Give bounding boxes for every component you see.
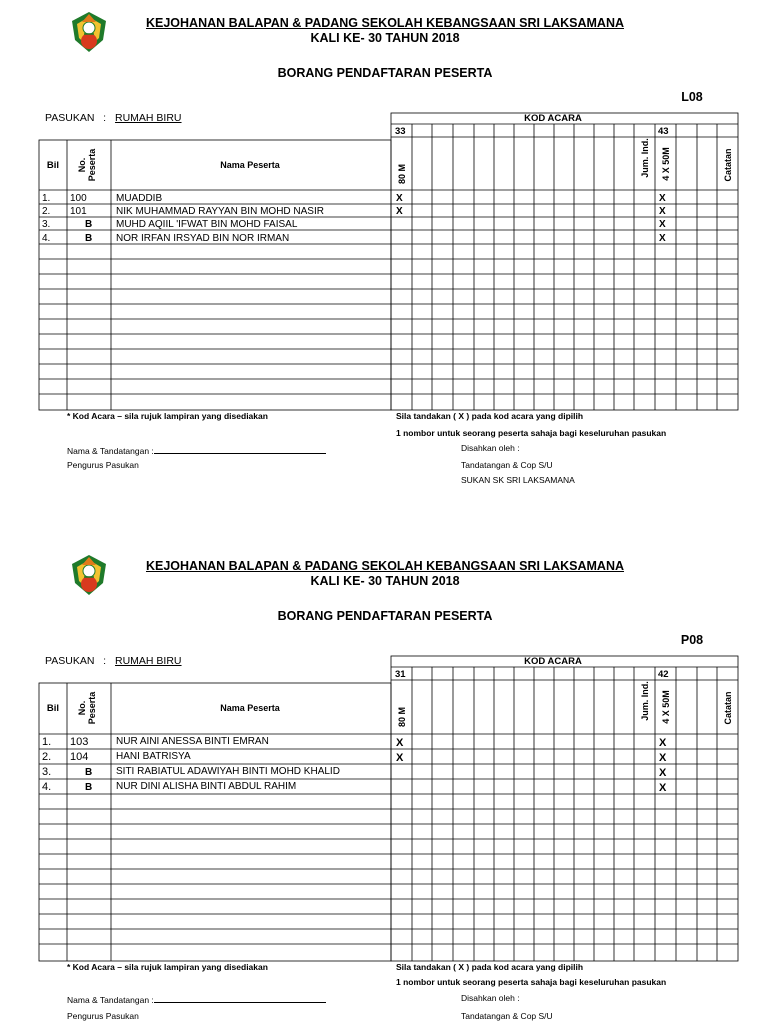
col-catatan: Catatan bbox=[723, 691, 733, 725]
form-title: BORANG PENDAFTARAN PESERTA bbox=[277, 609, 493, 623]
row-4-relay: X bbox=[659, 782, 667, 794]
col-no-peserta bbox=[77, 691, 97, 725]
row-3-no: B bbox=[85, 219, 93, 230]
signature-line[interactable] bbox=[154, 445, 326, 454]
row-2-name: HANI BATRISYA bbox=[116, 751, 191, 762]
row-1-bil: 1. bbox=[42, 193, 51, 204]
row-3-name: SITI RABIATUL ADAWIYAH BINTI MOHD KHALID bbox=[116, 766, 340, 777]
col-no-peserta-line1: No. bbox=[77, 700, 87, 716]
row-2-80m: X bbox=[396, 752, 404, 764]
stamp-label: Tandatangan & Cop S/U bbox=[461, 1011, 553, 1021]
row-4-bil: 4. bbox=[42, 781, 52, 793]
col-jum-ind: Jum. Ind. bbox=[640, 138, 650, 178]
row-3-relay: X bbox=[659, 767, 667, 779]
col-no-peserta-line2: Peserta bbox=[87, 691, 97, 725]
form-code: L08 bbox=[681, 90, 703, 104]
row-1-no: 100 bbox=[70, 193, 87, 204]
kod-acara-note: * Kod Acara – sila rujuk lampiran yang disediakan bbox=[67, 962, 268, 972]
event-last-code: 43 bbox=[658, 126, 669, 137]
team-separator: : bbox=[103, 655, 107, 667]
registration-table bbox=[0, 543, 768, 1024]
kod-acara-note: * Kod Acara – sila rujuk lampiran yang disediakan bbox=[67, 411, 268, 421]
col-relay: 4 X 50M bbox=[661, 147, 671, 181]
col-relay: 4 X 50M bbox=[661, 690, 671, 724]
row-3-no: B bbox=[85, 767, 93, 778]
registration-form-1 bbox=[0, 0, 768, 500]
row-1-80m: X bbox=[396, 737, 404, 749]
team-value: RUMAH BIRU bbox=[115, 655, 182, 667]
row-3-bil: 3. bbox=[42, 219, 51, 230]
row-2-bil: 2. bbox=[42, 206, 51, 217]
event-edition: KALI KE- 30 TAHUN 2018 bbox=[310, 31, 460, 45]
row-4-no: B bbox=[85, 782, 93, 793]
row-2-name: NIK MUHAMMAD RAYYAN BIN MOHD NASIR bbox=[116, 206, 324, 217]
row-1-relay: X bbox=[659, 193, 666, 204]
org-label: SUKAN SK SRI LAKSAMANA bbox=[461, 475, 575, 485]
signature-label: Nama & Tandatangan : bbox=[67, 995, 154, 1005]
registration-table bbox=[0, 0, 768, 500]
col-jum-ind: Jum. Ind. bbox=[640, 681, 650, 721]
tick-note: Sila tandakan ( X ) pada kod acara yang dipilih bbox=[396, 411, 584, 421]
row-1-name: NUR AINI ANESSA BINTI EMRAN bbox=[116, 736, 269, 747]
row-4-relay: X bbox=[659, 233, 666, 244]
team-value: RUMAH BIRU bbox=[115, 112, 182, 124]
manager-label: Pengurus Pasukan bbox=[67, 460, 139, 470]
manager-label: Pengurus Pasukan bbox=[67, 1011, 139, 1021]
col-nama: Nama Peserta bbox=[220, 703, 280, 713]
row-1-name: MUADDIB bbox=[116, 193, 163, 204]
col-nama: Nama Peserta bbox=[220, 160, 280, 170]
row-2-relay: X bbox=[659, 206, 666, 217]
col-no-peserta bbox=[77, 148, 97, 182]
col-bil: Bil bbox=[46, 703, 60, 714]
event-edition: KALI KE- 30 TAHUN 2018 bbox=[310, 574, 460, 588]
row-4-bil: 4. bbox=[42, 233, 51, 244]
row-4-name: NOR IRFAN IRSYAD BIN NOR IRMAN bbox=[116, 233, 290, 244]
row-2-no: 101 bbox=[70, 206, 87, 217]
row-4-name: NUR DINI ALISHA BINTI ABDUL RAHIM bbox=[116, 781, 297, 792]
col-80m: 80 M bbox=[397, 706, 407, 728]
row-1-bil: 1. bbox=[42, 736, 52, 748]
tick-note: Sila tandakan ( X ) pada kod acara yang dipilih bbox=[396, 962, 584, 972]
col-80m: 80 M bbox=[397, 163, 407, 185]
form-code: P08 bbox=[680, 633, 704, 647]
row-1-no: 103 bbox=[70, 736, 89, 748]
event-title: KEJOHANAN BALAPAN & PADANG SEKOLAH KEBANGSAAN SRI LAKSAMANA bbox=[145, 16, 625, 30]
row-3-bil: 3. bbox=[42, 766, 52, 778]
event-title: KEJOHANAN BALAPAN & PADANG SEKOLAH KEBANGSAAN SRI LAKSAMANA bbox=[145, 559, 625, 573]
signature-field bbox=[67, 445, 326, 456]
row-2-no: 104 bbox=[70, 751, 89, 763]
signature-label: Nama & Tandatangan : bbox=[67, 446, 154, 456]
kod-acara-label: KOD ACARA bbox=[524, 656, 582, 667]
row-2-80m: X bbox=[396, 206, 403, 217]
registration-form-2 bbox=[0, 543, 768, 1024]
team-separator: : bbox=[103, 112, 107, 124]
row-2-relay: X bbox=[659, 752, 667, 764]
signature-line[interactable] bbox=[154, 994, 326, 1003]
team-label: PASUKAN bbox=[45, 112, 95, 124]
row-1-relay: X bbox=[659, 737, 667, 749]
approved-by: Disahkan oleh : bbox=[461, 443, 520, 453]
row-1-80m: X bbox=[396, 193, 403, 204]
row-3-relay: X bbox=[659, 219, 666, 230]
col-no-peserta-line1: No. bbox=[77, 157, 87, 173]
team-label: PASUKAN bbox=[45, 655, 95, 667]
stamp-label: Tandatangan & Cop S/U bbox=[461, 460, 553, 470]
col-no-peserta-line2: Peserta bbox=[87, 148, 97, 182]
col-catatan: Catatan bbox=[723, 148, 733, 182]
form-title: BORANG PENDAFTARAN PESERTA bbox=[277, 66, 493, 80]
event-first-code: 31 bbox=[395, 669, 406, 680]
approved-by: Disahkan oleh : bbox=[461, 993, 520, 1003]
col-bil: Bil bbox=[46, 160, 60, 171]
row-3-name: MUHD AQIIL 'IFWAT BIN MOHD FAISAL bbox=[116, 219, 298, 230]
one-number-note: 1 nombor untuk seorang peserta sahaja bagi keseluruhan pasukan bbox=[396, 977, 667, 987]
row-2-bil: 2. bbox=[42, 751, 52, 763]
event-first-code: 33 bbox=[395, 126, 406, 137]
one-number-note: 1 nombor untuk seorang peserta sahaja bagi keseluruhan pasukan bbox=[396, 428, 667, 438]
kod-acara-label: KOD ACARA bbox=[524, 113, 582, 124]
event-last-code: 42 bbox=[658, 669, 669, 680]
row-4-no: B bbox=[85, 233, 93, 244]
signature-field bbox=[67, 994, 326, 1005]
